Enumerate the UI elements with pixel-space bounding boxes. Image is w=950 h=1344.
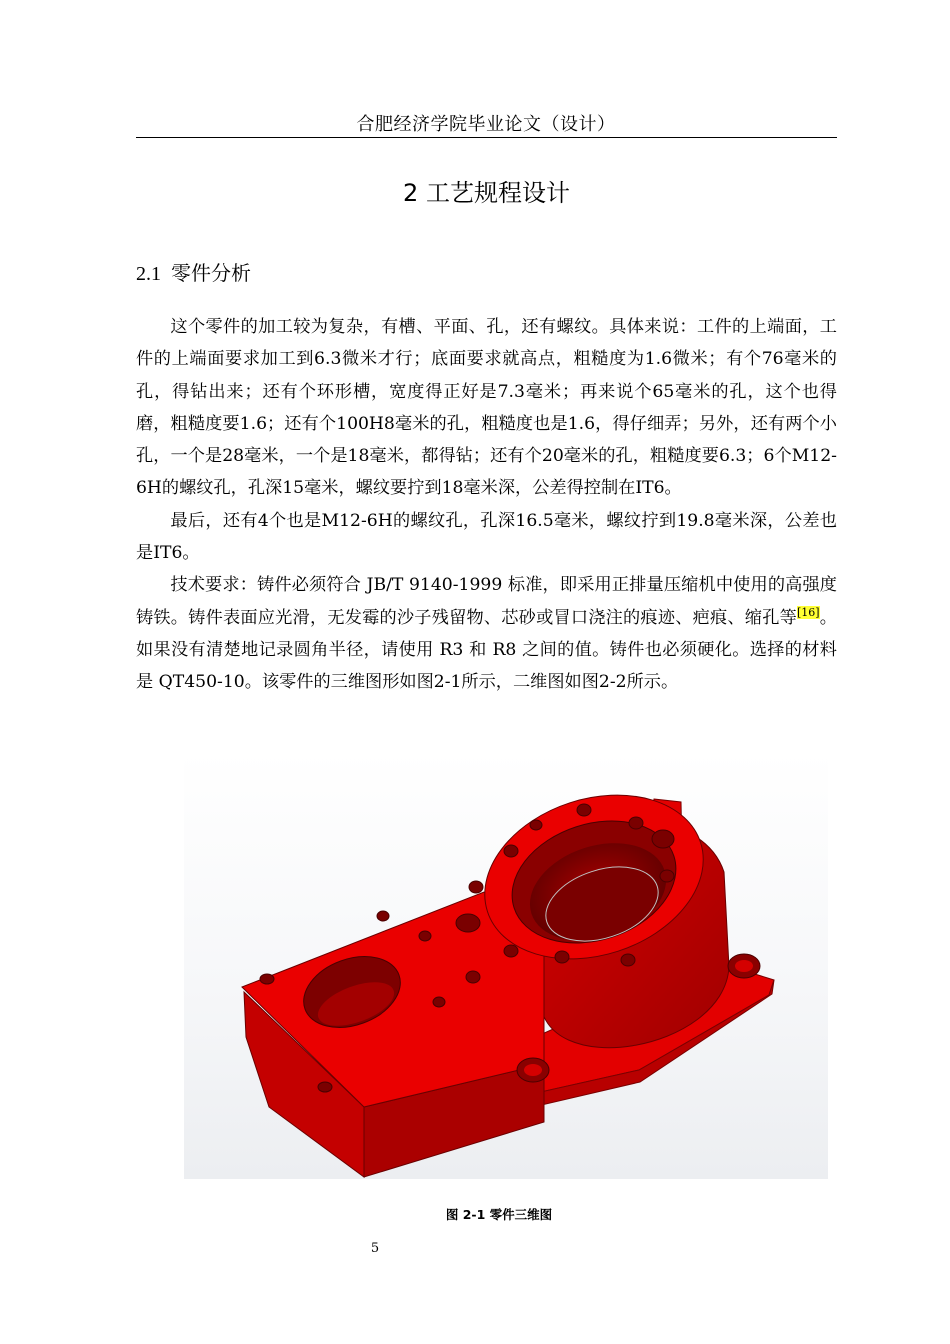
citation-marker[interactable]: [16] <box>796 605 820 619</box>
header-rule <box>136 137 837 138</box>
paragraph-1: 这个零件的加工较为复杂，有槽、平面、孔，还有螺纹。具体来说：工件的上端面，工件的上端面要求加工到6.3微米才行；底面要求就高点，粗糙度为1.6微米；有个76毫米的孔，得钻出来；还有个环形槽，宽度得正好是7.3毫米；再来说个65毫米的孔，这个也得磨，粗糙度要1.6；还有个100H8毫米的孔，粗糙度也是1.6，得仔细弄；另外，还有两个小孔，一个是28毫米，一个是18毫米，都得钻；还有个20毫米的孔，粗糙度要6.3；6个M12-6H的螺纹孔，孔深15毫米，螺纹要拧到18毫米深，公差得控制在IT6。 <box>136 317 837 499</box>
body-text <box>136 311 837 699</box>
section-title: 零件分析 <box>171 261 251 285</box>
figure-3d-part <box>184 752 828 1179</box>
figure-caption: 图 2-1 零件三维图 <box>445 1207 553 1222</box>
paragraph-3-text-a: 技术要求：铸件必须符合 JB/T 9140-1999 标准，即采用正排量压缩机中使用的高强度铸铁。铸件表面应光滑，无发霉的沙子残留物、芯砂或冒口浇注的痕迹、疤痕、缩孔等 <box>136 575 837 628</box>
paragraph-2: 最后，还有4个也是M12-6H的螺纹孔，孔深16.5毫米，螺纹拧到19.8毫米深，公差也是IT6。 <box>136 510 837 564</box>
running-header: 合肥经济学院毕业论文（设计） <box>356 114 616 135</box>
paragraph-3-text-b: 。如果没有清楚地记录圆角半径，请使用 R3 和 R8 之间的值。铸件也必须硬化。选择的材料是 QT450-10。该零件的三维图形如图2-1所示，二维图如图2-2所示。 <box>136 607 837 693</box>
section-heading <box>136 257 251 286</box>
chapter-title: 2 工艺规程设计 <box>403 179 570 207</box>
section-number: 2.1 <box>136 263 161 285</box>
paragraph-3 <box>136 569 837 698</box>
page-number: 5 <box>370 1241 380 1256</box>
part-3d-illustration <box>184 752 828 1179</box>
